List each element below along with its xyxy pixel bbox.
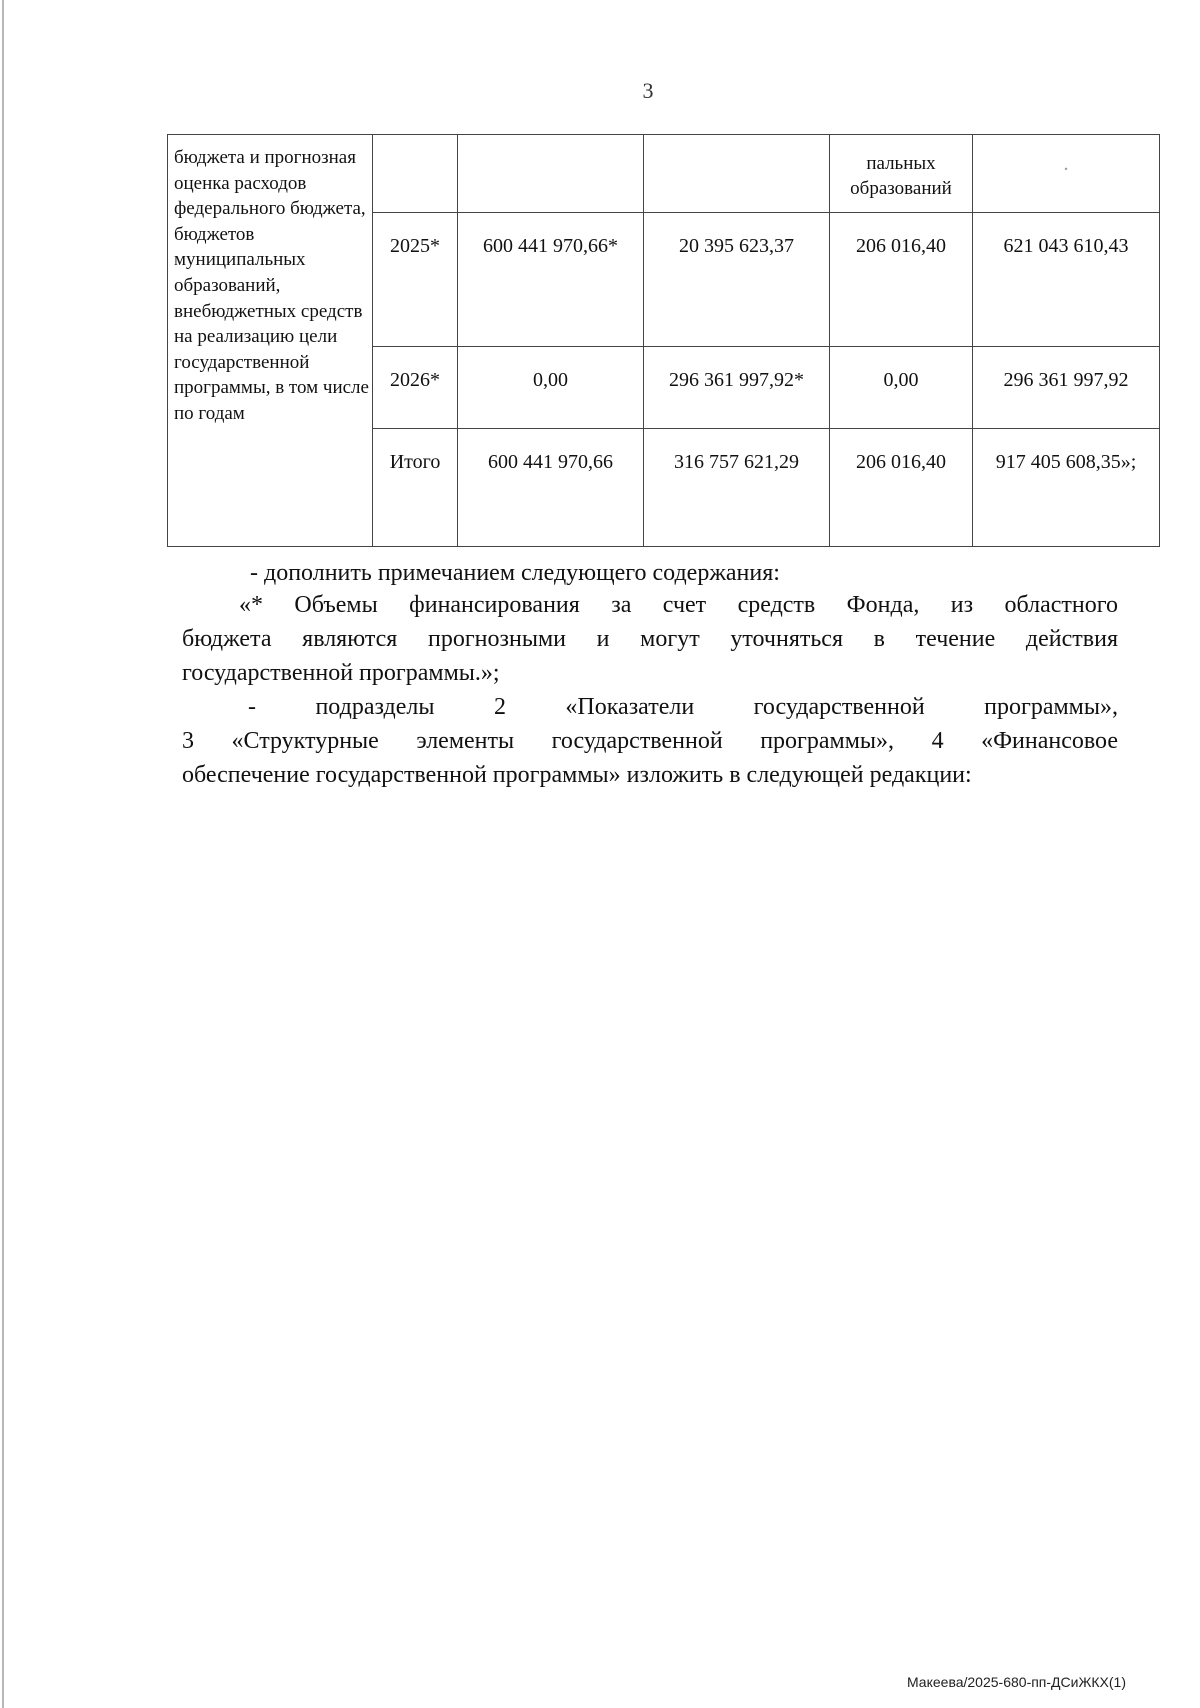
table-cell: 0,00 xyxy=(830,347,973,429)
table-cell: 2025* xyxy=(373,213,458,347)
table-cell: 917 405 608,35»; xyxy=(973,429,1160,547)
paragraph-line: «* Объемы финансирования за счет средств Фонда, из областного xyxy=(239,592,1118,618)
table-cell: 206 016,40 xyxy=(830,213,973,347)
table-cell: 20 395 623,37 xyxy=(644,213,830,347)
paragraph-line: государственной программы.»; xyxy=(182,660,500,686)
paragraph-line: обеспечение государственной программы» изложить в следующей редакции: xyxy=(182,762,972,788)
paragraph-footnote xyxy=(182,588,1118,690)
table-cell: 2026* xyxy=(373,347,458,429)
table-cell xyxy=(373,135,458,213)
table-cell: 296 361 997,92* xyxy=(644,347,830,429)
row-label-cell: бюджета и прогнозная оценка расходов федерального бюджета, бюджетов муниципальных образований, внебюджетных средств на реализацию цели государственной программы, в том числе по годам xyxy=(168,135,373,547)
table-row xyxy=(168,135,1160,213)
paragraph-subsections xyxy=(182,690,1118,792)
paragraph-line: - подразделы 2 «Показатели государственной программы», xyxy=(248,694,1118,720)
financing-table xyxy=(167,134,1160,547)
table-cell: 206 016,40 xyxy=(830,429,973,547)
table-cell xyxy=(973,135,1160,213)
table-cell: 600 441 970,66* xyxy=(458,213,644,347)
table-cell xyxy=(458,135,644,213)
table-cell: 621 043 610,43 xyxy=(973,213,1160,347)
table-cell xyxy=(830,135,973,213)
document-code: Макеева/2025-680-пп-ДСиЖКХ(1) xyxy=(906,1674,1126,1690)
table-cell: 296 361 997,92 xyxy=(973,347,1160,429)
table-cell xyxy=(644,135,830,213)
table-cell: 0,00 xyxy=(458,347,644,429)
paragraph-line: 3 «Структурные элементы государственной программы», 4 «Финансовое xyxy=(182,728,1118,754)
page-number: 3 xyxy=(642,78,654,103)
table-cell: 316 757 621,29 xyxy=(644,429,830,547)
page-left-edge xyxy=(2,0,4,1708)
paragraph-line: бюджета являются прогнозными и могут уточняться в течение действия xyxy=(182,626,1118,652)
header-mark: . xyxy=(1063,153,1069,175)
paragraph-note-intro: - дополнить примечанием следующего содержания: xyxy=(250,560,780,586)
table-cell: Итого xyxy=(373,429,458,547)
header-continuation: пальных образований xyxy=(850,153,952,199)
table-cell: 600 441 970,66 xyxy=(458,429,644,547)
